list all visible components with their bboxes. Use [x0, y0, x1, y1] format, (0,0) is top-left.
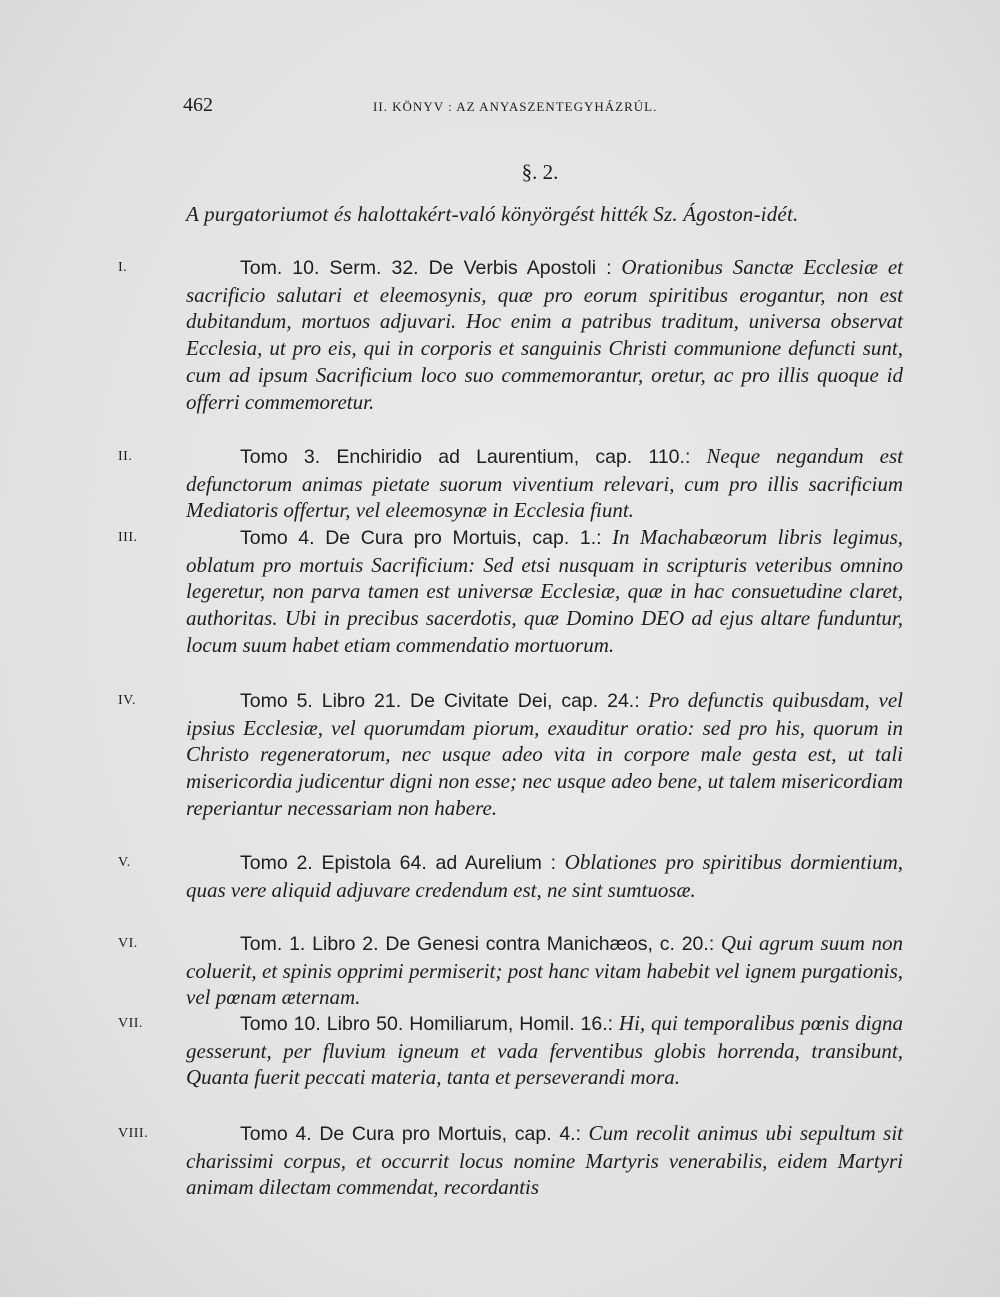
entry-reference: Tomo 2. Epistola 64. ad Aurelium : [240, 852, 557, 874]
entry-text [186, 443, 903, 524]
entry-text [186, 687, 903, 822]
entry-reference: Tomo 4. De Cura pro Mortuis, cap. 4.: [240, 1123, 581, 1145]
running-title: II. KÖNYV : AZ ANYASZENTEGYHÁZRÚL. [373, 99, 658, 114]
entry-text [186, 930, 903, 1011]
citation-entry [0, 849, 1000, 930]
page-header [183, 96, 903, 120]
entry-number: VII. [118, 1016, 143, 1031]
citation-entry [0, 524, 1000, 687]
citation-entry [0, 443, 1000, 524]
entry-text [186, 849, 903, 903]
entry-reference: Tom. 1. Libro 2. De Genesi contra Manichæos, c. 20.: [240, 933, 715, 955]
page-number: 462 [183, 94, 213, 116]
citation-entry [0, 687, 1000, 849]
entry-quote: In Machabæorum libris legimus, oblatum pro mortuis Sacrificium: Sed etsi nusquam in scripturis veteribus omnino legeretur, non parva tamen est universæ Ecclesiæ, quæ in hac consuetudine claret, authoritas. Ubi in precibus sacerdotis, quæ Domino DEO ad ejus altare funduntur, locum suum habet etiam commendatio mortuorum. [186, 525, 904, 657]
entry-reference: Tomo 5. Libro 21. De Civitate Dei, cap. 24.: [240, 690, 640, 712]
section-mark: §. 2. [521, 160, 559, 184]
entry-number: I. [118, 260, 128, 275]
entry-text [186, 1120, 903, 1201]
entry-reference: Tomo 4. De Cura pro Mortuis, cap. 1.: [240, 527, 602, 549]
section-title: A purgatoriumot és halottakért-való könyörgést hitték Sz. Ágoston-idét. [186, 202, 799, 226]
entry-quote: Hi, qui temporalibus pœnis digna gesserunt, per fluvium igneum et vada ferventibus globis horrenda, transibunt, Quanta fuerit peccati materia, tanta et perseverandi mora. [186, 1011, 904, 1090]
entry-text [186, 1010, 903, 1091]
entry-quote: Orationibus Sanctæ Ecclesiæ et sacrificio salutari et eleemosynis, quæ pro eorum spiritibus erogantur, non est dubitandum, mortuos adjuvari. Hoc enim a patribus traditum, universa observat Ecclesia, ut pro eis, qui in corporis et sanguinis Christi communione defuncti sunt, cum ad ipsum Sacrificium loco suo commemorantur, oretur, ac pro illis quoque id offerri commemoretur. [186, 255, 903, 414]
entry-number: VIII. [118, 1126, 149, 1141]
entry-quote: Cum recolit animus ubi sepultum sit charissimi corpus, et occurrit locus nomine Martyris venerabilis, eidem Martyri animam dilectam commendat, recordantis [186, 1121, 904, 1200]
entry-reference: Tomo 10. Libro 50. Homiliarum, Homil. 16.: [240, 1013, 614, 1035]
entry-text [186, 254, 903, 415]
citation-entry [0, 930, 1000, 1010]
entry-number: IV. [118, 693, 136, 708]
citation-entry [0, 254, 1000, 443]
entry-number: VI. [118, 936, 138, 951]
entry-quote: Pro defunctis quibusdam, vel ipsius Ecclesiæ, vel quorumdam piorum, exauditur oratio: sed pro his, quorum in Christo regeneratorum, nec usque adeo vita in corpore male gesta est, ut tali misericordia judicentur digni non esse; nec usque adeo bene, ut talem misericordiam reperiantur necessariam non habere. [186, 688, 903, 820]
entry-quote: Qui agrum suum non coluerit, et spinis opprimi permiserit; post hanc vitam habebit vel ignem purgationis, vel pœnam æternam. [186, 931, 904, 1010]
entry-quote: Oblationes pro spiritibus dormientium, quas vere aliquid adjuvare credendum est, ne sint sumtuosæ. [186, 850, 903, 902]
entry-reference: Tomo 3. Enchiridio ad Laurentium, cap. 110.: [240, 446, 691, 468]
entry-reference: Tom. 10. Serm. 32. De Verbis Apostoli : [240, 257, 612, 279]
entry-quote: Neque negandum est defunctorum animas pietate suorum viventium relevari, cum pro illis sacrificium Mediatoris offertur, vel eleemosynæ in Ecclesia fiunt. [186, 444, 903, 523]
entry-number: III. [118, 530, 138, 545]
entry-number: V. [118, 855, 131, 870]
citation-entry [0, 1120, 1000, 1202]
entry-text [186, 524, 903, 659]
entry-number: II. [118, 449, 133, 464]
citation-entry [0, 1010, 1000, 1120]
citation-list [0, 254, 1000, 1202]
